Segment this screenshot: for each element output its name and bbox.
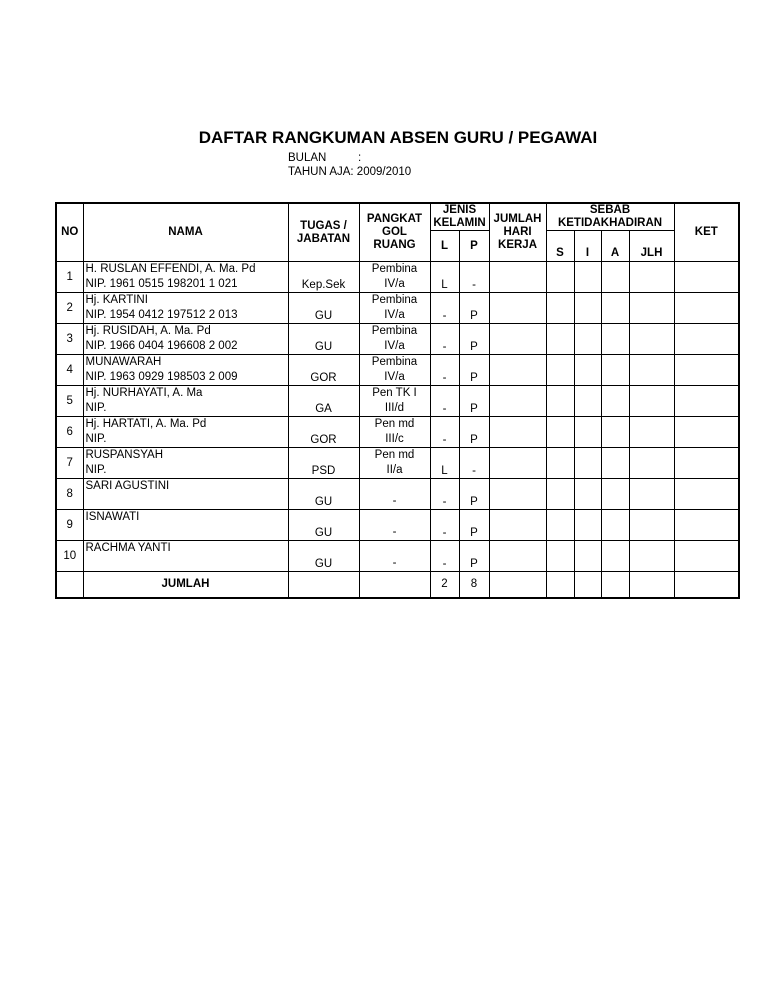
- row-pangkat-cell: [359, 355, 430, 386]
- row-nama: Hj. RUSIDAH, A. Ma. Pd: [85, 325, 211, 337]
- row-jlh: [629, 448, 674, 479]
- total-p: 8: [459, 572, 489, 599]
- row-jlh: [629, 417, 674, 448]
- row-a: [601, 386, 629, 417]
- row-nama-cell: [83, 448, 288, 479]
- row-p: P: [459, 541, 489, 572]
- row-jlh: [629, 355, 674, 386]
- row-pangkat-cell: [359, 262, 430, 293]
- row-s: [546, 355, 574, 386]
- header-i: I: [574, 246, 601, 262]
- attendance-table: [55, 202, 740, 599]
- row-tugas: GA: [288, 386, 359, 417]
- row-a: [601, 355, 629, 386]
- bulan-label: BULAN: [288, 152, 327, 164]
- row-nama-cell: [83, 293, 288, 324]
- row-pangkat-cell: [359, 510, 430, 541]
- row-nama: Hj. NURHAYATI, A. Ma: [85, 387, 203, 399]
- header-s: S: [546, 246, 574, 262]
- row-i: [574, 386, 601, 417]
- table-row: [56, 293, 739, 324]
- table-row: [56, 479, 739, 510]
- row-pangkat-name: Pen TK I: [372, 387, 417, 399]
- row-nama-cell: [83, 355, 288, 386]
- row-a: [601, 324, 629, 355]
- row-nama-cell: [83, 262, 288, 293]
- total-pangkat-cell: [359, 572, 430, 599]
- row-pangkat-gol: III/d: [384, 402, 405, 414]
- row-nama: SARI AGUSTINI: [85, 480, 170, 492]
- header-pangkat-line3: RUANG: [373, 239, 416, 251]
- row-s: [546, 293, 574, 324]
- row-s: [546, 541, 574, 572]
- total-jlh-cell: [629, 572, 674, 599]
- row-ket: [674, 448, 739, 479]
- row-i: [574, 541, 601, 572]
- row-l: -: [430, 479, 459, 510]
- row-a: [601, 448, 629, 479]
- total-hari-cell: [489, 572, 546, 599]
- row-nama: Hj. HARTATI, A. Ma. Pd: [85, 418, 207, 430]
- row-hari-kerja: [489, 293, 546, 324]
- row-nama-cell: [83, 479, 288, 510]
- header-a: A: [601, 246, 629, 262]
- row-p: P: [459, 386, 489, 417]
- row-hari-kerja: [489, 324, 546, 355]
- row-no: 3: [56, 324, 83, 355]
- row-pangkat-cell: [359, 479, 430, 510]
- total-ket-cell: [674, 572, 739, 599]
- row-jlh: [629, 262, 674, 293]
- row-ket: [674, 386, 739, 417]
- header-no: NO: [56, 203, 83, 262]
- row-ket: [674, 479, 739, 510]
- total-tugas-cell: [288, 572, 359, 599]
- row-tugas: GOR: [288, 355, 359, 386]
- row-ket: [674, 293, 739, 324]
- header-sebab-line2: KETIDAKHADIRAN: [557, 217, 663, 229]
- row-pangkat-gol: IV/a: [384, 278, 405, 290]
- row-s: [546, 479, 574, 510]
- row-a: [601, 417, 629, 448]
- row-pangkat-name: Pen md: [374, 418, 415, 430]
- row-p: P: [459, 479, 489, 510]
- header-tugas: [288, 203, 359, 262]
- row-l: L: [430, 262, 459, 293]
- row-nip: NIP. 1954 0412 197512 2 013: [85, 309, 238, 321]
- total-s-cell: [546, 572, 574, 599]
- row-hari-kerja: [489, 510, 546, 541]
- row-l: -: [430, 417, 459, 448]
- row-s: [546, 386, 574, 417]
- header-jumlah-line3: KERJA: [498, 239, 537, 251]
- row-nama: RACHMA YANTI: [85, 542, 171, 554]
- row-l: -: [430, 324, 459, 355]
- header-jenis-kelamin: [430, 203, 489, 231]
- row-nama: ISNAWATI: [85, 511, 140, 523]
- row-pangkat-name: [360, 479, 430, 494]
- table-row: [56, 541, 739, 572]
- row-a: [601, 293, 629, 324]
- row-l: -: [430, 510, 459, 541]
- row-pangkat-gol: IV/a: [384, 309, 405, 321]
- page-title: DAFTAR RANGKUMAN ABSEN GURU / PEGAWAI: [198, 128, 598, 147]
- row-i: [574, 417, 601, 448]
- row-l: -: [430, 541, 459, 572]
- table-row: [56, 448, 739, 479]
- row-pangkat-gol: IV/a: [384, 340, 405, 352]
- total-row: [56, 572, 739, 599]
- row-i: [574, 355, 601, 386]
- row-nama-cell: [83, 324, 288, 355]
- row-nama: RUSPANSYAH: [85, 449, 164, 461]
- row-nip: [86, 525, 288, 540]
- table-row: [56, 417, 739, 448]
- row-pangkat-name: Pembina: [371, 294, 418, 306]
- row-hari-kerja: [489, 448, 546, 479]
- row-tugas: PSD: [288, 448, 359, 479]
- row-jlh: [629, 541, 674, 572]
- header-pangkat-line1: PANGKAT: [366, 213, 423, 225]
- row-l: -: [430, 293, 459, 324]
- row-ket: [674, 355, 739, 386]
- row-nama-cell: [83, 510, 288, 541]
- header-p: P: [459, 231, 489, 262]
- tahun-ajaran: TAHUN AJA: 2009/2010: [288, 166, 412, 178]
- row-hari-kerja: [489, 541, 546, 572]
- row-nip: NIP. 1966 0404 196608 2 002: [85, 340, 238, 352]
- row-tugas: GU: [288, 324, 359, 355]
- row-pangkat-name: Pembina: [371, 263, 418, 275]
- row-hari-kerja: [489, 355, 546, 386]
- header-jlh-spacer: [629, 231, 674, 247]
- row-tugas: GU: [288, 479, 359, 510]
- header-jumlah-line2: HARI: [503, 226, 532, 238]
- row-nip: NIP.: [85, 464, 107, 476]
- row-nama-cell: [83, 386, 288, 417]
- row-pangkat-gol: II/a: [386, 464, 403, 476]
- row-nama: H. RUSLAN EFFENDI, A. Ma. Pd: [85, 263, 256, 275]
- row-no: 7: [56, 448, 83, 479]
- row-pangkat-gol: -: [392, 526, 397, 538]
- header-tugas-line2: JABATAN: [296, 232, 351, 245]
- row-l: L: [430, 448, 459, 479]
- row-jlh: [629, 479, 674, 510]
- row-no: 2: [56, 293, 83, 324]
- row-a: [601, 510, 629, 541]
- row-hari-kerja: [489, 262, 546, 293]
- row-pangkat-name: [360, 510, 430, 525]
- row-tugas: GU: [288, 541, 359, 572]
- row-pangkat-gol: III/c: [385, 433, 404, 445]
- header-ket: KET: [674, 203, 739, 262]
- row-pangkat-name: Pen md: [374, 449, 415, 461]
- row-p: P: [459, 293, 489, 324]
- row-a: [601, 262, 629, 293]
- header-jlh: JLH: [629, 246, 674, 262]
- row-p: P: [459, 510, 489, 541]
- row-a: [601, 541, 629, 572]
- row-nip: NIP. 1963 0929 198503 2 009: [85, 371, 238, 383]
- total-i-cell: [574, 572, 601, 599]
- row-jlh: [629, 293, 674, 324]
- row-ket: [674, 417, 739, 448]
- row-pangkat-name: [360, 541, 430, 556]
- row-i: [574, 479, 601, 510]
- header-tugas-line1: TUGAS /: [300, 219, 347, 232]
- row-nip: [86, 556, 288, 571]
- row-pangkat-gol: -: [392, 557, 397, 569]
- row-no: 8: [56, 479, 83, 510]
- header-sebab: [546, 203, 674, 231]
- header-jenis-line2: KELAMIN: [433, 217, 486, 229]
- row-pangkat-cell: [359, 448, 430, 479]
- row-pangkat-name: Pembina: [371, 325, 418, 337]
- row-p: -: [459, 448, 489, 479]
- row-pangkat-gol: IV/a: [384, 371, 405, 383]
- row-i: [574, 324, 601, 355]
- row-p: P: [459, 417, 489, 448]
- row-pangkat-gol: -: [392, 495, 397, 507]
- row-no: 10: [56, 541, 83, 572]
- row-no: 4: [56, 355, 83, 386]
- bulan-separator: :: [358, 152, 362, 164]
- row-i: [574, 293, 601, 324]
- row-jlh: [629, 510, 674, 541]
- total-no-cell: [56, 572, 83, 599]
- row-no: 9: [56, 510, 83, 541]
- row-no: 6: [56, 417, 83, 448]
- total-a-cell: [601, 572, 629, 599]
- table-row: [56, 355, 739, 386]
- row-jlh: [629, 324, 674, 355]
- row-p: -: [459, 262, 489, 293]
- row-pangkat-name: Pembina: [371, 356, 418, 368]
- row-p: P: [459, 355, 489, 386]
- row-ket: [674, 510, 739, 541]
- row-no: 5: [56, 386, 83, 417]
- row-i: [574, 262, 601, 293]
- total-label: JUMLAH: [83, 572, 288, 599]
- header-sebab-line1: SEBAB: [589, 204, 631, 216]
- table-row: [56, 262, 739, 293]
- row-nip: [86, 494, 288, 509]
- table-row: [56, 510, 739, 541]
- header-jumlah-line1: JUMLAH: [493, 213, 542, 225]
- header-jenis-line1: JENIS: [442, 204, 477, 216]
- row-nama: MUNAWARAH: [85, 356, 162, 368]
- row-hari-kerja: [489, 417, 546, 448]
- bulan-line: [288, 152, 361, 164]
- row-nama-cell: [83, 541, 288, 572]
- header-s-spacer: [546, 231, 574, 247]
- total-l: 2: [430, 572, 459, 599]
- row-pangkat-cell: [359, 324, 430, 355]
- row-pangkat-cell: [359, 541, 430, 572]
- table-row: [56, 386, 739, 417]
- row-s: [546, 448, 574, 479]
- row-ket: [674, 324, 739, 355]
- row-ket: [674, 541, 739, 572]
- header-nama: NAMA: [83, 203, 288, 262]
- row-s: [546, 417, 574, 448]
- row-i: [574, 510, 601, 541]
- row-pangkat-cell: [359, 417, 430, 448]
- row-tugas: GOR: [288, 417, 359, 448]
- row-nip: NIP.: [85, 402, 107, 414]
- header-a-spacer: [601, 231, 629, 247]
- row-p: P: [459, 324, 489, 355]
- row-i: [574, 448, 601, 479]
- row-hari-kerja: [489, 479, 546, 510]
- header-l: L: [430, 231, 459, 262]
- row-l: -: [430, 355, 459, 386]
- row-l: -: [430, 386, 459, 417]
- header-pangkat-line2: GOL: [382, 226, 407, 238]
- header-i-spacer: [574, 231, 601, 247]
- row-tugas: GU: [288, 293, 359, 324]
- row-s: [546, 262, 574, 293]
- row-nama: Hj. KARTINI: [85, 294, 148, 306]
- row-pangkat-cell: [359, 386, 430, 417]
- table-row: [56, 324, 739, 355]
- row-s: [546, 324, 574, 355]
- row-no: 1: [56, 262, 83, 293]
- row-a: [601, 479, 629, 510]
- row-tugas: GU: [288, 510, 359, 541]
- header-pangkat: [359, 203, 430, 262]
- row-s: [546, 510, 574, 541]
- row-ket: [674, 262, 739, 293]
- row-nip: NIP.: [85, 433, 107, 445]
- row-nama-cell: [83, 417, 288, 448]
- row-nip: NIP. 1961 0515 198201 1 021: [85, 278, 238, 290]
- row-hari-kerja: [489, 386, 546, 417]
- header-jumlah-hari-kerja: [489, 203, 546, 262]
- row-tugas: Kep.Sek: [288, 262, 359, 293]
- row-pangkat-cell: [359, 293, 430, 324]
- row-jlh: [629, 386, 674, 417]
